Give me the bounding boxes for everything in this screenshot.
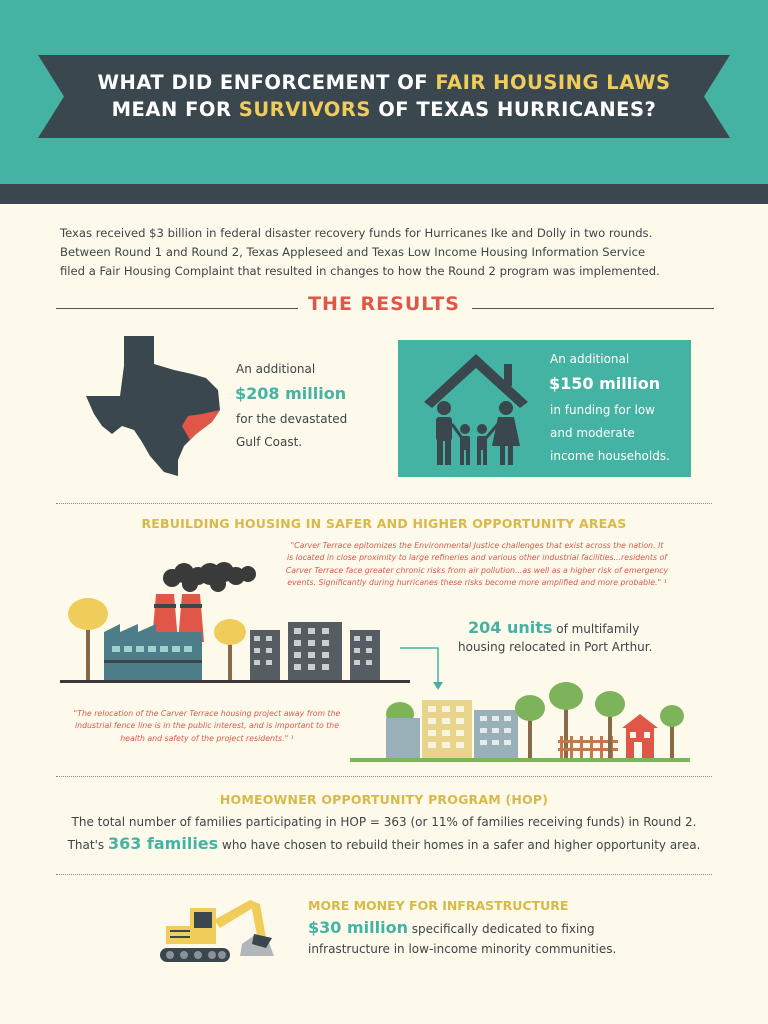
infra-line-1: $30 million specifically dedicated to fixing — [308, 918, 595, 937]
infra-line-2: infrastructure in low-income minority communities. — [308, 942, 617, 956]
title-highlight-survivors: SURVIVORS — [238, 97, 371, 121]
result-right-post3: income households. — [550, 449, 670, 463]
infra-heading: MORE MONEY FOR INFRASTRUCTURE — [308, 898, 569, 913]
hop-families-count: 363 families — [107, 834, 219, 853]
hop-line-1: The total number of families participating in HOP = 363 (or 11% of families receiving funds) in Round 2. — [71, 815, 697, 829]
carver-quote-2: "The relocation of the Carver Terrace housing project away from the industrial fence line is in the public interest, and is important to the health and safety of the project residents." ¹ — [73, 709, 341, 743]
excavator-icon — [156, 894, 288, 968]
relocated-housing-illustration — [350, 680, 690, 762]
results-heading: THE RESULTS — [308, 293, 460, 315]
factory-scene-illustration — [60, 560, 410, 684]
units-line-1: 204 units of multifamily — [468, 618, 640, 637]
smoke-icon — [163, 562, 256, 592]
result-right-post1: in funding for low — [550, 403, 655, 417]
title-line-1: WHAT DID ENFORCEMENT OF FAIR HOUSING LAWS — [97, 71, 671, 95]
result-left-amount: $208 million — [235, 384, 347, 403]
divider-3 — [56, 874, 712, 875]
intro-paragraph: Texas received $3 billion in federal disaster recovery funds for Hurricanes Ike and Dolly in two rounds. Between Round 1 and Round 2, Texas Appleseed and Texas Low Income Housing Information Service filed a Fair Housing Complaint that resulted in changes to how the Round 2 program was implemented. — [60, 226, 660, 279]
infra-amount: $30 million — [308, 918, 408, 937]
result-right-post2: and moderate — [550, 426, 635, 440]
units-count: 204 units — [468, 618, 553, 637]
hop-line-2: That's 363 families who have chosen to rebuild their homes in a safer and higher opportunity area. — [67, 834, 701, 853]
rebuilding-heading: REBUILDING HOUSING IN SAFER AND HIGHER OPPORTUNITY AREAS — [141, 516, 627, 531]
result-left-pre: An additional — [236, 362, 316, 376]
hop-heading: HOMEOWNER OPPORTUNITY PROGRAM (HOP) — [219, 792, 549, 807]
units-line-2: housing relocated in Port Arthur. — [458, 640, 653, 654]
family-house-icon — [420, 346, 532, 470]
divider-1 — [56, 503, 712, 504]
texas-map-icon — [84, 334, 224, 476]
result-right-box — [398, 340, 691, 477]
result-left-post2: Gulf Coast. — [236, 435, 303, 449]
result-right-pre: An additional — [550, 352, 630, 366]
title-line-2: MEAN FOR SURVIVORS OF TEXAS HURRICANES? — [111, 97, 657, 121]
result-right-amount: $150 million — [549, 374, 661, 393]
title-highlight-fair-housing: FAIR HOUSING LAWS — [435, 71, 671, 95]
page-title — [0, 55, 768, 138]
header-divider — [0, 184, 768, 204]
result-left-post1: for the devastated — [236, 412, 348, 426]
divider-2 — [56, 776, 712, 777]
carver-quote-1: "Carver Terrace epitomizes the Environmental Justice challenges that exist across the nation. It is located in close proximity to large refineries and various other industrial facilities...residents of Carver Terrace face greater chronic risks from air pollution...as well as a higher risk of emergency events. Significantly during hurricanes these risks become more amplified and more probable." ¹ — [285, 541, 669, 588]
